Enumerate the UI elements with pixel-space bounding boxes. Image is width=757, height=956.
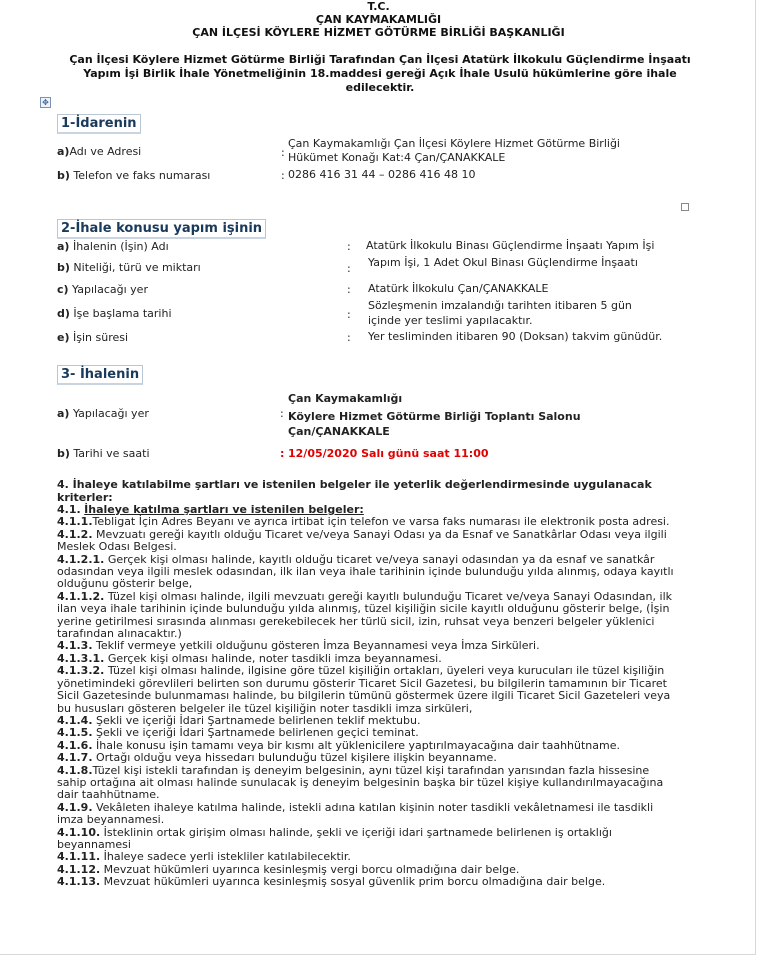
list-item-number: 4.1.10. bbox=[57, 825, 101, 839]
list-item bbox=[57, 827, 682, 852]
section3-a-value-1: Çan Kaymakamlığı bbox=[288, 392, 403, 405]
list-item-text: Mevzuat hükümleri uyarınca kesinleşmiş vergi borcu olmadığına dair belge. bbox=[100, 862, 520, 876]
section2-b-value: Yapım İşi, 1 Adet Okul Binası Güçlendirme İnşaatı bbox=[368, 256, 638, 269]
section4-title: 4. İhaleye katılabilme şartları ve istenilen belgeler ile yeterlik değerlendirmesinde uygulanacak kriterler: bbox=[57, 478, 652, 504]
section1-title: 1-İdarenin bbox=[57, 114, 141, 134]
header-tc: T.C. bbox=[367, 0, 390, 13]
list-item-text: Şekli ve içeriği İdari Şartnamede belirlenen geçici teminat. bbox=[92, 726, 419, 740]
small-checkbox-icon bbox=[681, 203, 689, 211]
list-item-number: 4.1.8. bbox=[57, 763, 93, 777]
list-item-number: 4.1.2.1. bbox=[57, 552, 105, 566]
list-item-number: 4.1.4. bbox=[57, 713, 93, 727]
section1-a-value-2: Hükümet Konağı Kat:4 Çan/ÇANAKKALE bbox=[288, 151, 506, 164]
section2-b-colon: : bbox=[347, 262, 351, 275]
section3-a-label: a) Yapılacağı yer bbox=[57, 407, 149, 420]
section2-c-value: Atatürk İlkokulu Çan/ÇANAKKALE bbox=[368, 282, 549, 295]
section1-b-label: b) Telefon ve faks numarası bbox=[57, 169, 211, 182]
list-item-number: 4.1.13. bbox=[57, 875, 101, 889]
section3-title: 3- İhalenin bbox=[57, 365, 143, 385]
list-item-text: Ortağı olduğu veya hissedarı bulunduğu tüzel kişilere ilişkin beyanname. bbox=[92, 751, 497, 765]
section2-d-value-1: Sözleşmenin imzalandığı tarihten itibaren 5 gün bbox=[368, 299, 632, 312]
section1-a-label: a)Adı ve Adresi bbox=[57, 145, 142, 158]
list-item-number: 4.1.1.2. bbox=[57, 589, 105, 603]
section3-a-value-2: Köylere Hizmet Götürme Birliği Toplantı Salonu bbox=[288, 410, 581, 423]
section2-title: 2-İhale konusu yapım işinin bbox=[57, 219, 266, 239]
list-item-text: İhale konusu işin tamamı veya bir kısmı alt yüklenicilere yaptırılmayacağına dair taahhütname. bbox=[92, 738, 620, 752]
move-anchor-icon[interactable]: ✥ bbox=[40, 97, 51, 108]
section4-subheading: 4.1. İhaleye katılma şartları ve istenilen belgeler: bbox=[57, 503, 364, 516]
list-item-number: 4.1.6. bbox=[57, 738, 93, 752]
list-item-text: Mevzuat hükümleri uyarınca kesinleşmiş sosyal güvenlik prim borcu olmadığına dair belge. bbox=[100, 875, 606, 889]
section1-a-value-1: Çan Kaymakamlığı Çan İlçesi Köylere Hizmet Götürme Birliği bbox=[288, 137, 620, 150]
list-item-text: İsteklinin ortak girişim olması halinde, şekli ve içeriği idari şartnamede belirlenen iş ortaklığı beyannamesi bbox=[57, 825, 612, 851]
section2-e-colon: : bbox=[347, 331, 351, 344]
list-item bbox=[57, 876, 682, 888]
section2-c-label: c) Yapılacağı yer bbox=[57, 283, 148, 296]
list-item bbox=[57, 591, 682, 641]
list-item-number: 4.1.1. bbox=[57, 515, 93, 529]
list-item bbox=[57, 554, 682, 591]
list-item-number: 4.1.3.2. bbox=[57, 664, 105, 678]
section1-b-colon: : bbox=[281, 169, 285, 182]
header-line2: ÇAN İLÇESİ KÖYLERE HİZMET GÖTÜRME BİRLİĞİ BAŞKANLIĞI bbox=[192, 26, 565, 39]
list-item-text: Tebligat İçin Adres Beyanı ve ayrıca irtibat için telefon ve varsa faks numarası ile elektronik posta adresi. bbox=[92, 515, 670, 529]
section1-b-value: 0286 416 31 44 – 0286 416 48 10 bbox=[288, 168, 476, 181]
section2-d-value-2: içinde yer teslimi yapılacaktır. bbox=[368, 314, 533, 327]
list-item bbox=[57, 665, 682, 715]
section2-d-colon: : bbox=[347, 308, 351, 321]
section4-item-list bbox=[57, 516, 682, 888]
list-item-number: 4.1.11. bbox=[57, 850, 101, 864]
list-item-text: Tüzel kişi olması halinde, ilgisine göre tüzel kişiliğin ortakları, üyeleri veya kurucuları ile tüzel kişiliğin yönetimindeki görevlileri belirten son durumu gösterir Ticaret Sicil Gazetesi, bu bilgilerin tamamının bir Ticaret Sicil Gazetesinde bulunmaması halinde, bu bilgilerin tümünü göstermek üzere ilgili Ticaret Sicil Gazeteleri veya bu hususları gösteren belgeler ile tüzel kişiliğin noter tasdikli imza sirküleri, bbox=[57, 664, 671, 715]
section3-a-colon: : bbox=[280, 407, 284, 420]
section4-body bbox=[57, 479, 682, 889]
list-item-number: 4.1.9. bbox=[57, 800, 93, 814]
section2-c-colon: : bbox=[347, 283, 351, 296]
list-item-number: 4.1.3. bbox=[57, 639, 93, 653]
list-item-text: Tüzel kişi istekli tarafından iş deneyim belgesinin, aynı tüzel kişi tarafından yarısından fazla hissesine sahip ortağına ait olması halinde sunulacak iş deneyim belgesinin başka bir tüzel kişiye kullandırılmayacağına dair taahhütname. bbox=[57, 763, 664, 802]
list-item-text: Mevzuatı gereği kayıtlı olduğu Ticaret ve/veya Sanayi Odası ya da Esnaf ve Sanatkârlar Odası veya ilgili Meslek Odası Belgesi. bbox=[57, 527, 667, 554]
section1-a-colon: : bbox=[281, 146, 285, 159]
list-item-number: 4.1.5. bbox=[57, 726, 93, 740]
section2-d-label: d) İşe başlama tarihi bbox=[57, 307, 172, 320]
section2-e-value: Yer tesliminden itibaren 90 (Doksan) takvim günüdür. bbox=[368, 330, 663, 343]
list-item bbox=[57, 529, 682, 554]
list-item-number: 4.1.7. bbox=[57, 751, 93, 765]
section2-b-label: b) Niteliği, türü ve miktarı bbox=[57, 261, 201, 274]
section2-e-label: e) İşin süresi bbox=[57, 331, 129, 344]
list-item bbox=[57, 765, 682, 802]
list-item-number: 4.1.3.1. bbox=[57, 651, 105, 665]
section3-b-value: 12/05/2020 Salı günü saat 11:00 bbox=[288, 447, 489, 460]
list-item bbox=[57, 802, 682, 827]
list-item-text: Şekli ve içeriği İdari Şartnamede belirlenen teklif mektubu. bbox=[92, 713, 421, 727]
section2-a-colon: : bbox=[347, 240, 351, 253]
section2-a-label: a) İhalenin (İşin) Adı bbox=[57, 240, 169, 253]
list-item-text: Vekâleten ihaleye katılma halinde, istekli adına katılan kişinin noter tasdikli vekâletnamesi ile tasdikli imza beyannamesi. bbox=[57, 800, 654, 827]
list-item-text: İhaleye sadece yerli istekliler katılabilecektir. bbox=[100, 850, 351, 864]
list-item-text: Gerçek kişi olması halinde, noter tasdikli imza beyannamesi. bbox=[104, 651, 442, 665]
list-item-number: 4.1.2. bbox=[57, 527, 93, 541]
section2-a-value: Atatürk İlkokulu Binası Güçlendirme İnşaatı Yapım İşi bbox=[366, 239, 655, 252]
section3-b-colon: : bbox=[280, 447, 285, 460]
section3-b-label: b) Tarihi ve saati bbox=[57, 447, 150, 460]
list-item-text: Tüzel kişi olması halinde, ilgili mevzuatı gereği kayıtlı bulunduğu Ticaret ve/veya Sanayi Odasından, ilk ilan veya ihale tarihinin içinde bulunduğu yılda alınmış, tüzel kişiliğin sicile kayıtlı olduğunu gösterir belge, (İşin yerine getirilmesi sırasında alınması gerekebilecek her türlü sicil, izin, ruhsat veya benzeri belgeler yüklenici tarafından alınacaktır.) bbox=[57, 589, 672, 641]
intro-paragraph: Çan İlçesi Köylere Hizmet Götürme Birliği Tarafından Çan İlçesi Atatürk İlkokulu Güçlendirme İnşaatı Yapım İşi Birlik İhale Yönetmeliğinin 18.maddesi gereği Açık İhale Usulü hükümlerine göre ihale edilecektir. bbox=[69, 53, 691, 94]
list-item-text: Gerçek kişi olması halinde, kayıtlı olduğu ticaret ve/veya sanayi odasından ya da esnaf ve sanatkâr odasından veya ilgili meslek odasından, ilk ilan veya ihale tarihinin içinde bulunduğu yılda alınmış, odaya kayıtlı olduğunu gösterir belge, bbox=[57, 552, 674, 591]
header-line1: ÇAN KAYMAKAMLIĞI bbox=[315, 13, 442, 26]
list-item-number: 4.1.12. bbox=[57, 862, 101, 876]
section3-a-value-3: Çan/ÇANAKKALE bbox=[288, 425, 390, 438]
list-item-text: Teklif vermeye yetkili olduğunu gösteren İmza Beyannamesi veya İmza Sirküleri. bbox=[92, 639, 540, 653]
